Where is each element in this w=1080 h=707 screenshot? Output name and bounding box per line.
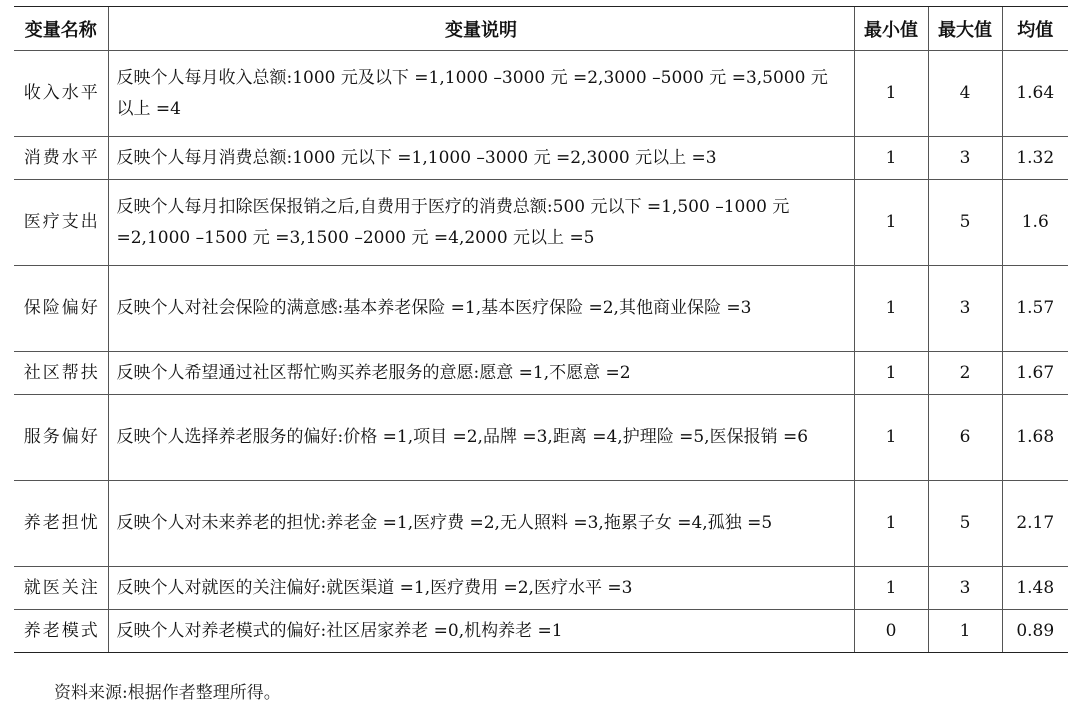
variable-table [14, 6, 1068, 653]
mean-value-cell: 1.68 [1002, 395, 1068, 481]
table-header [14, 7, 1068, 51]
header-variable-description: 变量说明 [108, 7, 854, 51]
max-value-cell: 3 [928, 567, 1002, 610]
min-value-cell: 1 [854, 51, 928, 137]
mean-value-cell: 1.32 [1002, 137, 1068, 180]
variable-description-cell: 反映个人对养老模式的偏好:社区居家养老 =0,机构养老 =1 [108, 610, 854, 653]
variable-description-cell: 反映个人每月收入总额:1000 元及以下 =1,1000 –3000 元 =2,3000 –5000 元 =3,5000 元以上 =4 [108, 51, 854, 137]
header-variable-name: 变量名称 [14, 7, 108, 51]
variable-description-cell: 反映个人每月消费总额:1000 元以下 =1,1000 –3000 元 =2,3000 元以上 =3 [108, 137, 854, 180]
variable-description-cell: 反映个人每月扣除医保报销之后,自费用于医疗的消费总额:500 元以下 =1,500 –1000 元 =2,1000 –1500 元 =3,1500 –2000 元 =4,2000 元以上 =5 [108, 180, 854, 266]
max-value-cell: 4 [928, 51, 1002, 137]
variable-description-cell: 反映个人对未来养老的担忧:养老金 =1,医疗费 =2,无人照料 =3,拖累子女 =4,孤独 =5 [108, 481, 854, 567]
table-row [14, 395, 1068, 481]
table-row [14, 610, 1068, 653]
variable-name-cell: 就医关注 [14, 567, 108, 610]
variable-name-cell: 收入水平 [14, 51, 108, 137]
variable-name-cell: 养老模式 [14, 610, 108, 653]
min-value-cell: 1 [854, 266, 928, 352]
header-max-value: 最大值 [928, 7, 1002, 51]
min-value-cell: 1 [854, 180, 928, 266]
min-value-cell: 1 [854, 481, 928, 567]
min-value-cell: 1 [854, 395, 928, 481]
mean-value-cell: 1.67 [1002, 352, 1068, 395]
min-value-cell: 1 [854, 352, 928, 395]
variable-name-cell: 养老担忧 [14, 481, 108, 567]
mean-value-cell: 2.17 [1002, 481, 1068, 567]
table-row [14, 352, 1068, 395]
variable-name-cell: 社区帮扶 [14, 352, 108, 395]
variable-description-cell: 反映个人对社会保险的满意感:基本养老保险 =1,基本医疗保险 =2,其他商业保险 =3 [108, 266, 854, 352]
mean-value-cell: 1.64 [1002, 51, 1068, 137]
source-note: 资料来源:根据作者整理所得。 [54, 683, 281, 703]
variable-name-cell: 服务偏好 [14, 395, 108, 481]
mean-value-cell: 0.89 [1002, 610, 1068, 653]
variable-name-cell: 医疗支出 [14, 180, 108, 266]
header-min-value: 最小值 [854, 7, 928, 51]
variable-description-cell: 反映个人选择养老服务的偏好:价格 =1,项目 =2,品牌 =3,距离 =4,护理险 =5,医保报销 =6 [108, 395, 854, 481]
variable-name-cell: 消费水平 [14, 137, 108, 180]
variable-description-cell: 反映个人对就医的关注偏好:就医渠道 =1,医疗费用 =2,医疗水平 =3 [108, 567, 854, 610]
table-row [14, 51, 1068, 137]
table-row [14, 481, 1068, 567]
table-row [14, 137, 1068, 180]
mean-value-cell: 1.6 [1002, 180, 1068, 266]
max-value-cell: 6 [928, 395, 1002, 481]
min-value-cell: 0 [854, 610, 928, 653]
max-value-cell: 5 [928, 180, 1002, 266]
table-row [14, 266, 1068, 352]
min-value-cell: 1 [854, 567, 928, 610]
max-value-cell: 3 [928, 266, 1002, 352]
max-value-cell: 5 [928, 481, 1002, 567]
min-value-cell: 1 [854, 137, 928, 180]
max-value-cell: 3 [928, 137, 1002, 180]
variable-name-cell: 保险偏好 [14, 266, 108, 352]
table-row [14, 180, 1068, 266]
variable-table-container [14, 6, 1068, 653]
variable-description-cell: 反映个人希望通过社区帮忙购买养老服务的意愿:愿意 =1,不愿意 =2 [108, 352, 854, 395]
header-mean-value: 均值 [1002, 7, 1068, 51]
mean-value-cell: 1.48 [1002, 567, 1068, 610]
table-row [14, 567, 1068, 610]
max-value-cell: 2 [928, 352, 1002, 395]
max-value-cell: 1 [928, 610, 1002, 653]
header-row [14, 7, 1068, 51]
table-body [14, 51, 1068, 653]
mean-value-cell: 1.57 [1002, 266, 1068, 352]
